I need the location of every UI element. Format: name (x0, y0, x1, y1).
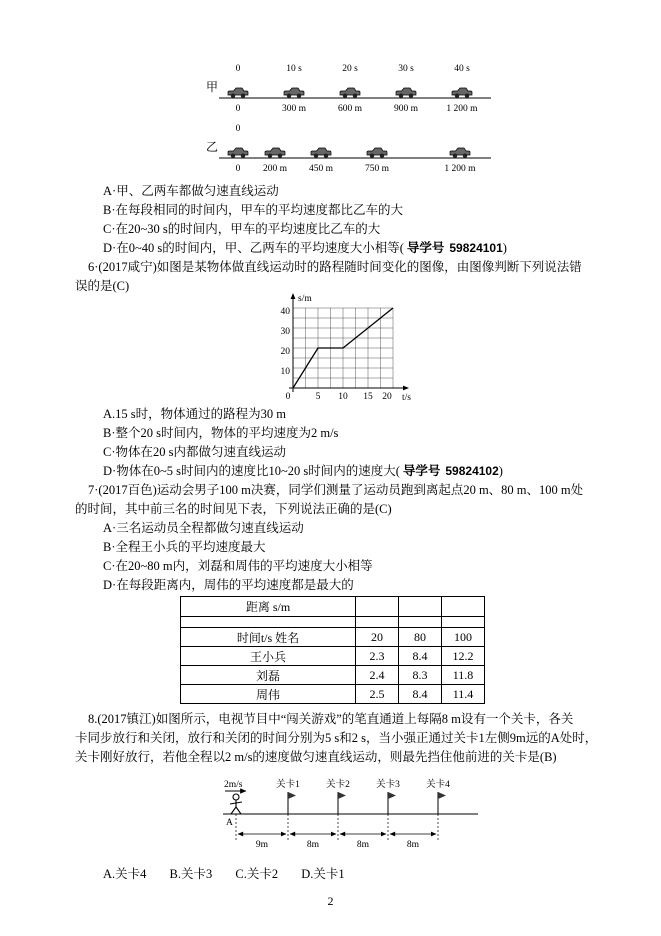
q5-option-a: A·甲、乙两车都做匀速直线运动 (103, 184, 279, 198)
table-cell (399, 617, 442, 628)
table-cell (442, 617, 485, 628)
table-cell: 12.2 (442, 647, 485, 666)
q6-option-c: C·物体在20 s内都做匀速直线运动 (103, 445, 286, 459)
table-cell (181, 617, 356, 628)
q7-stem-line1: 7·(2017百色)运动会男子100 m决赛，同学们测量了运动员跑到离起点20 m、80 m、100 m处 (88, 483, 584, 497)
y-tick: 10 (280, 367, 290, 377)
distance-label: 300 m (281, 104, 307, 114)
y-axis-label: s/m (298, 294, 312, 304)
car-icon (396, 88, 416, 98)
car-icon (452, 88, 472, 98)
y-axis-arrow (291, 293, 296, 299)
table-cell: 8.4 (399, 685, 442, 704)
q8-stem-line3: 关卡刚好放行，若他全程以2 m/s的速度做匀速直线运动，则最先挡住他前进的关卡是(B) (75, 750, 557, 764)
table-cell (356, 617, 399, 628)
daoxuehao-label: 导学号 (406, 241, 445, 255)
q8-answer-b: B.关卡3 (169, 867, 213, 881)
gate-flag-icons (288, 792, 446, 814)
distance-time-graph (265, 288, 425, 410)
q8-stem-line1: 8.(2017镇江)如图所示，电视节目中“闯关游戏”的笔直通道上每隔8 m设有一个关卡，各关 (88, 712, 574, 726)
race-times-table (180, 596, 485, 704)
time-label: 0 (235, 64, 241, 74)
x-tick: 15 (363, 392, 373, 402)
distance-label: 0 (235, 164, 241, 174)
table-row (181, 647, 485, 666)
table-cell: 8.4 (399, 647, 442, 666)
q7-stem-line2: 的时间，其中前三名的时间见下表，下列说法正确的是(C) (75, 502, 392, 516)
time-label: 40 s (454, 64, 470, 74)
segment-length-label: 8m (356, 840, 370, 850)
table-row (181, 628, 485, 647)
car-icon (228, 148, 248, 158)
dimension-guides (236, 814, 438, 840)
car-icon (284, 88, 304, 98)
page-number: 2 (327, 894, 334, 908)
segment-length-label: 8m (406, 840, 420, 850)
distance-label: 1 200 m (444, 164, 476, 174)
car-icon (340, 88, 360, 98)
table-cell: 11.8 (442, 666, 485, 685)
gate-label: 关卡3 (376, 780, 400, 790)
daoxuehao-code: 59824101 (449, 241, 503, 255)
x-axis-arrow (403, 386, 409, 391)
q5-option-d-text: D·在0~40 s的时间内，甲、乙两车的平均速度大小相等( (103, 241, 404, 255)
x-axis-label: t/s (402, 393, 411, 403)
time-label: 10 s (286, 64, 302, 74)
distance-label: 750 m (364, 164, 390, 174)
table-row (181, 685, 485, 704)
segment-length-label: 8m (306, 840, 320, 850)
time-label: 20 s (342, 64, 358, 74)
distance-label: 600 m (337, 104, 363, 114)
distance-label: 450 m (308, 164, 334, 174)
q8-answer-d: D.关卡1 (301, 867, 345, 881)
car-icon (311, 148, 331, 158)
q7-option-b: B·全程王小兵的平均速度最大 (103, 540, 266, 554)
q6-stem-line2: 误的是(C) (75, 279, 130, 293)
table-cell (399, 597, 442, 617)
table-cell: 2.3 (356, 647, 399, 666)
q5-option-d-close: ) (502, 241, 507, 255)
daoxuehao-code: 59824102 (445, 464, 499, 478)
q7-option-c: C·在20~80 m内，刘磊和周伟的平均速度大小相等 (103, 559, 373, 573)
x-tick: 0 (285, 392, 291, 402)
q6-option-d-close: ) (498, 464, 503, 478)
y-tick: 20 (280, 347, 290, 357)
q6-option-d (103, 463, 503, 479)
jia-label: 甲 (206, 80, 219, 94)
table-row (181, 597, 485, 617)
x-tick: 5 (315, 392, 321, 402)
table-cell: 80 (399, 628, 442, 647)
table-cell: 8.3 (399, 666, 442, 685)
q7-option-a: A·三名运动员全程都做匀速直线运动 (103, 521, 304, 535)
table-cell: 刘磊 (181, 666, 356, 685)
daoxuehao-label: 导学号 (402, 464, 441, 478)
car-diagram-yi (203, 120, 493, 174)
q6-stem-line1: 6·(2017咸宁)如图是某物体做直线运动时的路程随时间变化的图像，由图像判断下列说法错 (88, 260, 582, 274)
table-cell: 王小兵 (181, 647, 356, 666)
y-tick: 30 (280, 327, 290, 337)
distance-label: 900 m (393, 104, 419, 114)
table-row (181, 666, 485, 685)
table-cell-distance-header: 距离 s/m (181, 597, 356, 617)
gate-label: 关卡1 (276, 780, 300, 790)
distance-label: 200 m (262, 164, 288, 174)
q8-answer-a: A.关卡4 (103, 867, 147, 881)
q8-stem-line2: 卡同步放行和关闭，放行和关闭的时间分别为5 s和2 s，当小强正通过关卡1左侧9m远的A处时， (75, 731, 598, 745)
distance-label: 1 200 m (446, 104, 478, 114)
x-tick: 20 (382, 392, 392, 402)
table-cell: 2.4 (356, 666, 399, 685)
q8-answer-options (103, 864, 365, 882)
table-cell: 周伟 (181, 685, 356, 704)
segment-length-label: 9m (255, 840, 269, 850)
time-label: 30 s (398, 64, 414, 74)
table-cell (442, 597, 485, 617)
car-diagram-jia (203, 60, 493, 114)
table-row (181, 617, 485, 628)
gate-label: 关卡2 (326, 780, 350, 790)
x-tick: 10 (338, 392, 348, 402)
q8-answer-c: C.关卡2 (235, 867, 279, 881)
table-cell: 100 (442, 628, 485, 647)
q6-option-a: A.15 s时，物体通过的路程为30 m (103, 407, 286, 421)
q6-option-b: B·整个20 s时间内，物体的平均速度为2 m/s (103, 426, 339, 440)
distance-label: 0 (235, 104, 241, 114)
car-icon (265, 148, 285, 158)
runner-icon (230, 794, 242, 814)
q5-option-c: C·在20~30 s的时间内，甲车的平均速度比乙车的大 (103, 222, 381, 236)
table-cell-time-name-header: 时间t/s 姓名 (181, 628, 356, 647)
q6-option-d-text: D·物体在0~5 s时间内的速度比10~20 s时间内的速度大( (103, 464, 400, 478)
speed-label: 2m/s (224, 780, 243, 790)
q7-option-d: D·在每段距离内，周伟的平均速度都是最大的 (103, 578, 354, 592)
start-point-label: A (226, 818, 233, 828)
q5-option-d (103, 240, 507, 256)
yi-label: 乙 (206, 140, 219, 154)
car-icon (367, 148, 387, 158)
time-label: 0 (235, 124, 241, 134)
q5-option-b: B·在每段相同的时间内，甲车的平均速度都比乙车的大 (103, 203, 404, 217)
table-cell: 11.4 (442, 685, 485, 704)
table-cell: 20 (356, 628, 399, 647)
table-cell: 2.5 (356, 685, 399, 704)
gates-diagram (223, 778, 478, 862)
table-cell (356, 597, 399, 617)
y-tick: 40 (280, 307, 290, 317)
car-icon (450, 148, 470, 158)
car-icon (228, 88, 248, 98)
gate-label: 关卡4 (426, 780, 450, 790)
